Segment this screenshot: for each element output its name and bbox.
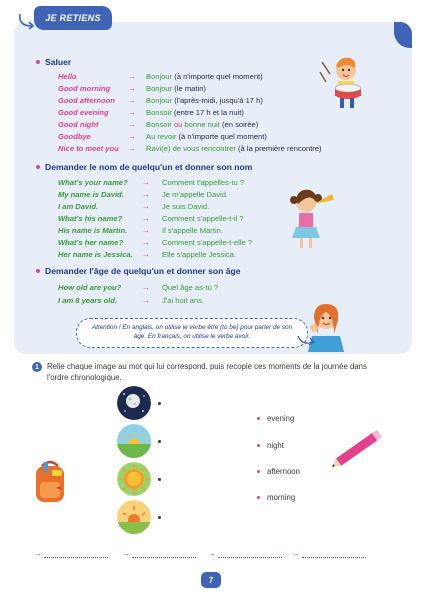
memo-row — [58, 107, 358, 117]
english-phrase: Good morning — [58, 83, 111, 93]
translation-part: Bonjour — [146, 71, 173, 81]
english-phrase: How old are you? — [58, 282, 122, 292]
english-phrase: Her name is Jessica. — [58, 250, 133, 260]
french-translation — [146, 132, 267, 141]
sunset-icon[interactable] — [117, 500, 151, 534]
word-label: afternoon — [267, 467, 300, 476]
arrow-icon: → — [128, 71, 136, 81]
memo-row — [58, 119, 358, 129]
answer-dotted-line[interactable] — [218, 553, 282, 558]
translation-part: (à n'importe quel moment) — [172, 71, 263, 81]
translation-part: Au revoir — [146, 132, 177, 141]
corner-decoration — [394, 22, 412, 48]
arrow-icon: → — [128, 144, 136, 154]
english-phrase: Good evening — [58, 107, 109, 117]
english-phrase: Good afternoon — [58, 95, 115, 105]
translation-part: (en soirée) — [219, 119, 259, 129]
answer-dotted-line[interactable] — [132, 553, 196, 558]
arrow-icon: → — [142, 201, 150, 211]
arrow-icon: → — [142, 177, 150, 187]
bullet-icon — [36, 165, 40, 169]
word-evening[interactable] — [257, 414, 294, 423]
answer-line-4[interactable] — [292, 550, 366, 558]
french-translation — [146, 108, 244, 117]
english-phrase: My name is David. — [58, 189, 124, 199]
translation-part: Ravi(e) de vous rencontrer — [146, 144, 236, 154]
french-translation — [146, 96, 263, 105]
memo-title-tab: JE RETIENS — [34, 6, 112, 30]
arrow-icon: → — [128, 119, 136, 129]
english-phrase: I am 8 years old. — [58, 295, 118, 305]
translation-part: (à la première rencontre) — [235, 144, 322, 154]
word-night[interactable] — [257, 441, 284, 450]
arrow-icon: → — [128, 95, 136, 105]
attention-note: Attention ! En anglais, on utilise le verbe être (to be) pour parler de son âge. En français, on utilise le verbe avoir. — [76, 318, 308, 348]
word-afternoon[interactable] — [257, 467, 300, 476]
answer-dotted-line[interactable] — [302, 553, 366, 558]
arrow-icon: → — [292, 549, 300, 558]
translation-part: Bonsoir — [146, 107, 172, 117]
memo-row — [58, 250, 358, 260]
answer-line-1[interactable] — [34, 550, 108, 558]
english-phrase: Goodbye — [58, 132, 91, 141]
exercise-number: 1 — [32, 362, 42, 372]
translation-part: ou — [171, 119, 185, 129]
note-arrow-icon — [296, 334, 318, 348]
english-phrase: What's her name? — [58, 238, 124, 247]
section-title-saluer — [36, 57, 71, 67]
english-phrase: Good night — [58, 119, 99, 129]
word-label: night — [267, 441, 284, 450]
link-dot[interactable] — [257, 417, 260, 420]
french-translation: Il s'appelle Martin. — [162, 225, 223, 235]
english-phrase: His name is Martin. — [58, 225, 128, 235]
arrow-icon: → — [128, 132, 136, 141]
french-translation — [146, 72, 263, 81]
girl-trumpet-illustration — [286, 186, 342, 250]
translation-part: (entre 17 h et la nuit) — [171, 107, 244, 117]
section-title-age — [36, 266, 241, 276]
english-phrase: What's your name? — [58, 177, 128, 187]
english-phrase: Nice to meet you — [58, 144, 119, 154]
english-phrase: Hello — [58, 71, 77, 81]
arrow-icon: → — [142, 213, 150, 223]
french-translation — [146, 144, 322, 153]
arrow-icon: → — [142, 189, 150, 199]
french-translation: Elle s'appelle Jessica. — [162, 250, 237, 260]
word-label: morning — [267, 493, 296, 502]
page-number: 7 — [201, 572, 221, 588]
arrow-icon: → — [128, 107, 136, 117]
french-translation: Quel âge as-tu ? — [162, 282, 219, 292]
answer-line-2[interactable] — [122, 550, 196, 558]
translation-part: (l'après-midi, jusqu'à 17 h) — [172, 95, 263, 105]
section-title-text: Saluer — [45, 57, 72, 67]
french-translation: J'ai huit ans. — [162, 295, 204, 305]
exercise-instruction: Relie chaque image au mot qui lui correspond, puis recopie ces moments de la journée dans l'ordre chronologique. — [47, 362, 367, 382]
memo-row — [58, 71, 358, 81]
memo-row — [58, 83, 358, 93]
translation-part: (le matin) — [172, 83, 206, 93]
translation-part: Bonjour — [146, 95, 173, 105]
translation-part: (à n'importe quel moment) — [176, 132, 267, 141]
arrow-icon: → — [142, 225, 150, 235]
arrow-icon: → — [34, 549, 42, 558]
memo-row — [58, 282, 358, 292]
section-title-nom — [36, 162, 252, 172]
arrow-icon: → — [208, 549, 216, 558]
arrow-icon: → — [142, 250, 150, 260]
memo-row — [58, 144, 358, 154]
french-translation — [146, 84, 206, 93]
french-translation: Comment t'appelles-tu ? — [162, 177, 245, 187]
french-translation: Je suis David. — [162, 201, 210, 211]
sunrise-icon[interactable] — [117, 424, 151, 458]
word-label: evening — [267, 414, 295, 423]
backpack-illustration — [30, 458, 70, 506]
section-title-text: Demander l'âge de quelqu'un et donner son âge — [45, 266, 241, 276]
link-dot[interactable] — [257, 470, 260, 473]
arrow-icon: → — [142, 238, 150, 247]
french-translation: Comment s'appelle-t-elle ? — [162, 238, 253, 247]
answer-dotted-line[interactable] — [44, 553, 108, 558]
english-phrase: I am David. — [58, 201, 99, 211]
link-dot[interactable] — [257, 444, 260, 447]
arrow-icon: → — [128, 83, 136, 93]
word-morning[interactable] — [257, 493, 295, 502]
link-dot[interactable] — [158, 516, 161, 519]
drummer-boy-illustration — [318, 54, 368, 110]
link-dot[interactable] — [158, 478, 161, 481]
memo-row — [58, 95, 358, 105]
link-dot[interactable] — [158, 402, 161, 405]
bullet-icon — [36, 60, 40, 64]
moon-stars-icon[interactable] — [117, 386, 151, 420]
french-translation: Comment s'appelle-t-il ? — [162, 213, 244, 223]
translation-part: Bonsoir — [146, 119, 172, 129]
french-translation: Je m'appelle David. — [162, 189, 229, 199]
link-dot[interactable] — [257, 496, 260, 499]
pencil-illustration — [326, 424, 396, 470]
translation-part: Bonjour — [146, 83, 173, 93]
english-phrase: What's his name? — [58, 213, 123, 223]
bullet-icon — [36, 269, 40, 273]
translation-part: bonne nuit — [184, 119, 220, 129]
arrow-icon: → — [122, 549, 130, 558]
arrow-icon: → — [142, 295, 150, 305]
arrow-icon: → — [142, 282, 150, 292]
section-title-text: Demander le nom de quelqu'un et donner son nom — [45, 162, 253, 172]
french-translation — [146, 120, 258, 129]
answer-line-3[interactable] — [208, 550, 282, 558]
memo-row — [58, 132, 358, 142]
link-dot[interactable] — [158, 440, 161, 443]
sun-icon[interactable] — [117, 462, 151, 496]
